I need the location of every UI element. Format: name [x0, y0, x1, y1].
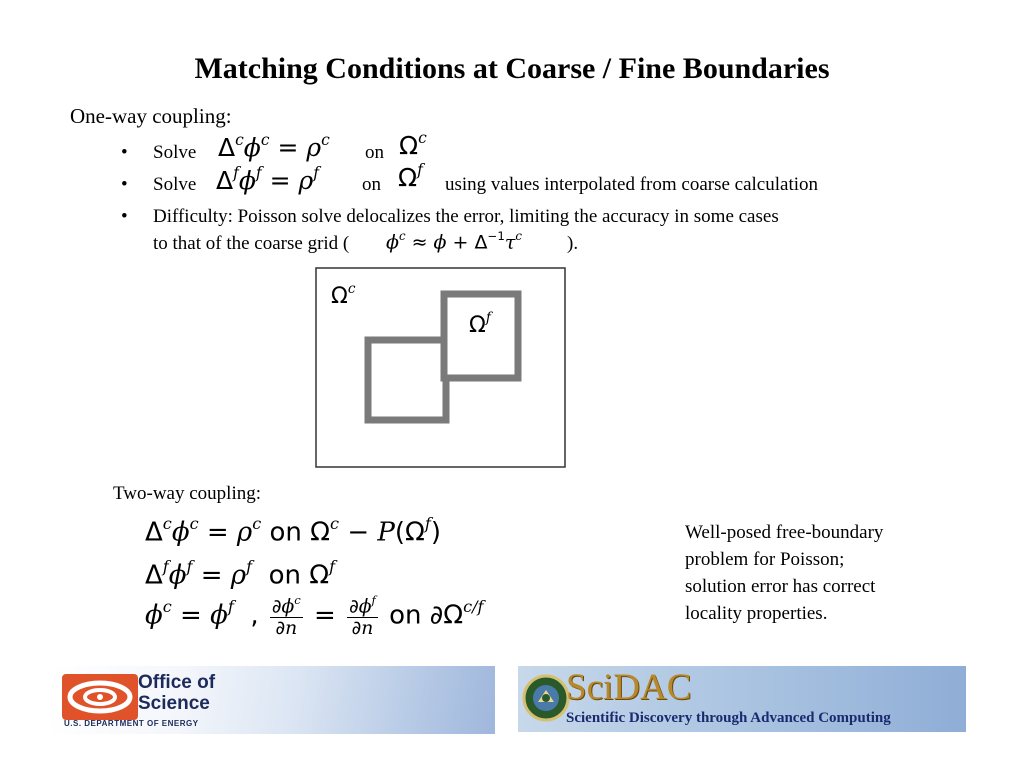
office-title-line2: Science	[138, 693, 210, 714]
side-note	[685, 519, 985, 627]
fine-patch-overlap-mask	[448, 340, 478, 374]
bullet-3-line2-start: to that of the coarse grid (	[153, 233, 350, 254]
bullet-1-equation: $\Delta^c\phi^c = \rho^c$	[218, 131, 330, 163]
bullet-3-line2-end: ).	[567, 233, 579, 254]
scidac-title: SciDAC	[566, 667, 692, 708]
office-of-science-logo	[52, 666, 495, 734]
doe-seal-icon	[522, 672, 570, 724]
bullet-3-line1: Difficulty: Poisson solve delocalizes the error, limiting the accuracy in some cases	[153, 206, 779, 227]
office-subtitle: U.S. DEPARTMENT OF ENERGY	[64, 719, 199, 728]
bullet-1-domain: $\Omega^c$	[399, 129, 427, 161]
one-way-heading: One-way coupling:	[70, 104, 232, 128]
bullet-2-on: on	[362, 174, 381, 195]
bullet-1-marker: •	[121, 142, 128, 163]
bullet-1-solve: Solve	[153, 142, 197, 163]
two-way-equation-2: $\Delta^f\phi^f = \rho^f$ on $\Omega^f$	[145, 557, 336, 591]
side-note-line: Well-posed free-boundary	[685, 522, 884, 543]
bullet-2-tail: using values interpolated from coarse calculation	[445, 174, 819, 195]
fine-patch-lower	[368, 340, 446, 420]
bullet-3-equation: $\phi^c \approx \phi + \Delta^{-1}\tau^c$	[386, 229, 522, 254]
side-note-line: solution error has correct	[685, 576, 876, 597]
office-title-line1: Office of	[138, 672, 216, 693]
bullet-2-solve: Solve	[153, 174, 197, 195]
bullet-1-on: on	[365, 142, 384, 163]
side-note-line: locality properties.	[685, 603, 828, 624]
coarse-domain-label: $\Omega^c$	[331, 281, 356, 309]
two-way-equation-1: $\Delta^c\phi^c = \rho^c$ on $\Omega^c - P(\Omega^f)$	[145, 514, 442, 548]
office-swirl-icon	[62, 674, 138, 720]
two-way-heading: Two-way coupling:	[113, 483, 262, 504]
fine-domain-label: $\Omega^f$	[469, 310, 491, 338]
slide-title: Matching Conditions at Coarse / Fine Boundaries	[194, 52, 830, 85]
scidac-subtitle: Scientific Discovery through Advanced Computing	[566, 710, 891, 726]
two-way-equation-3: $\phi^c = \phi^f$ , $\frac{\partial\phi^c}{\partial n}$ = $\frac{\partial\phi^f}{\partial n}$ on $\partial\Omega^{c/f}$	[145, 593, 484, 640]
bullet-2-marker: •	[121, 174, 128, 195]
side-note-line: problem for Poisson;	[685, 549, 845, 570]
bullet-2-equation: $\Delta^f\phi^f = \rho^f$	[216, 164, 319, 196]
bullet-3-marker: •	[121, 206, 128, 227]
scidac-logo	[518, 666, 966, 732]
bullet-2-domain: $\Omega^f$	[398, 161, 423, 193]
